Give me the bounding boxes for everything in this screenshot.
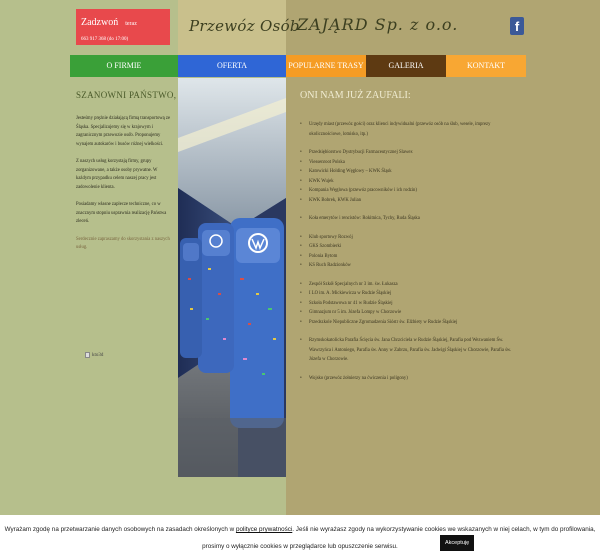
client-item: • Kompania Węglowa (przewóz pracowników i ich rodzin)	[300, 186, 520, 196]
client-item: • Viessenroot Polska	[300, 158, 520, 168]
client-item: • Szkoła Podstawowa nr 41 w Rudzie Śląskiej	[300, 299, 520, 309]
client-item: • Urzędy miast (przewóz gości) oraz klienci indywidualni (przewóz osób na ślub, wesele, imprezy okolicznościowe, lotnisko, itp.)	[300, 120, 520, 139]
call-phone[interactable]: 663 917 368 (do 17:00)	[81, 37, 129, 42]
logo-text-right[interactable]: ZAJĄRD Sp. z o.o.	[297, 15, 459, 34]
client-group	[300, 214, 520, 224]
facebook-icon[interactable]: f	[510, 17, 524, 35]
call-now: teraz	[125, 21, 137, 27]
nav-item-galeria[interactable]: GALERIA	[366, 55, 446, 77]
intro-paragraph: Posiadamy własne zaplecze techniczne, co w znacznym stopniu usprawnia realizację Państwa zleceń.	[76, 202, 167, 224]
intro-paragraph: Z naszych usług korzystają firmy, grupy zorganizowane, a także osoby prywatne. W każdym przypadku celem naszej pracy jest zadowolenie klienta.	[76, 159, 158, 190]
image-alt-text: kto3d	[92, 352, 104, 358]
client-group	[300, 336, 520, 365]
client-group	[300, 120, 520, 139]
call-box[interactable]	[76, 9, 170, 45]
main-nav	[70, 55, 526, 77]
client-item: • KWK Bobrek, KWK Julian	[300, 196, 520, 206]
clients-list	[300, 120, 520, 392]
client-group	[300, 148, 520, 205]
client-item: • Gimnazjum nr 5 im. Józefa Lompy w Chorzowie	[300, 308, 520, 318]
privacy-policy-link[interactable]: polityce prywatności	[235, 526, 293, 533]
nav-item-oferta[interactable]: OFERTA	[178, 55, 286, 77]
client-item: • Katowicki Holding Węglowy – KWK Śląsk	[300, 167, 520, 177]
client-item: • Polonia Bytom	[300, 252, 520, 262]
client-group	[300, 280, 520, 328]
call-title: Zadzwoń	[81, 17, 119, 28]
intro-paragraph: Jesteśmy prężnie działającą firmą transportową ze Śląska. Specjalizujemy się w krajowym i zagranicznym przewozie osób. Proponujemy wynajem autokarów i busów różnej wielkości.	[76, 116, 171, 147]
client-item: • I LO im. A. Mickiewicza w Rudzie Śląskiej	[300, 289, 520, 299]
client-item: • Wojsko (przewóz żołnierzy na ćwiczenia i poligony)	[300, 374, 520, 384]
cookie-bar	[0, 515, 600, 560]
accept-cookies-button[interactable]: Akceptuję	[440, 535, 474, 551]
client-item: • Klub sportowy Rozwój	[300, 233, 520, 243]
invite-text: Serdecznie zapraszamy do skorzystania z naszych usług.	[76, 236, 170, 250]
client-item: • GKS Szombierki	[300, 242, 520, 252]
client-item: • KWK Wujek	[300, 177, 520, 187]
broken-image-icon	[85, 352, 90, 358]
client-group	[300, 374, 520, 384]
client-item: • KS Ruch Radzionków	[300, 261, 520, 271]
intro-text	[76, 115, 172, 262]
client-item: • Koła emerytów i rencistów: Rokitnica, Tychy, Ruda Śląska	[300, 214, 520, 224]
bus-interior-photo	[178, 78, 286, 477]
nav-item-o-firmie[interactable]: O FIRMIE	[70, 55, 178, 77]
bus-interior-illustration	[178, 78, 286, 477]
client-item: • Rzymskokatolicka Parafia Ścięcia św. Jana Chrzciciela w Rudzie Śląskiej, Parafia pod Wezwaniem Św. Wawrzyńca i Antoniego, Parafia św. Anny w Zabrzu, Parafia św. Jadwigi Śląskiej w Chorzowie, Parafia św. Józefa w Chorzowie.	[300, 336, 520, 365]
clients-heading: ONI NAM JUŻ ZAUFALI:	[300, 90, 411, 101]
nav-item-kontakt[interactable]: KONTAKT	[446, 55, 526, 77]
client-item: • Przedsiębiorstwo Dystrybucji Farmaceutycznej Slawex	[300, 148, 520, 158]
client-item: • Przedszkole Niepubliczne Zgromadzenia Sióstr św. Elżbiety w Rudzie Śląskiej	[300, 318, 520, 328]
broken-image	[85, 352, 103, 358]
client-group	[300, 233, 520, 271]
client-item: • Zespół Szkół Specjalnych nr 3 im. św. Łukasza	[300, 280, 520, 290]
nav-item-popularne-trasy[interactable]: POPULARNE TRASY	[286, 55, 366, 77]
logo-text-left[interactable]: Przewóz Osób	[189, 17, 300, 35]
cookie-text	[0, 521, 600, 555]
greeting-heading: SZANOWNI PAŃSTWO,	[76, 90, 177, 100]
cookie-text-before: Wyrażam zgodę na przetwarzanie danych osobowych na zasadach określonych w	[4, 526, 236, 533]
cookie-text-after: . Jeśli nie wyrażasz zgody na wykorzystywanie cookies we wskazanych w niej celach, w tym do profilowania, prosimy o wyłącznie cookies w przeglądarce lub opuszczenie serwisu.	[202, 526, 596, 550]
